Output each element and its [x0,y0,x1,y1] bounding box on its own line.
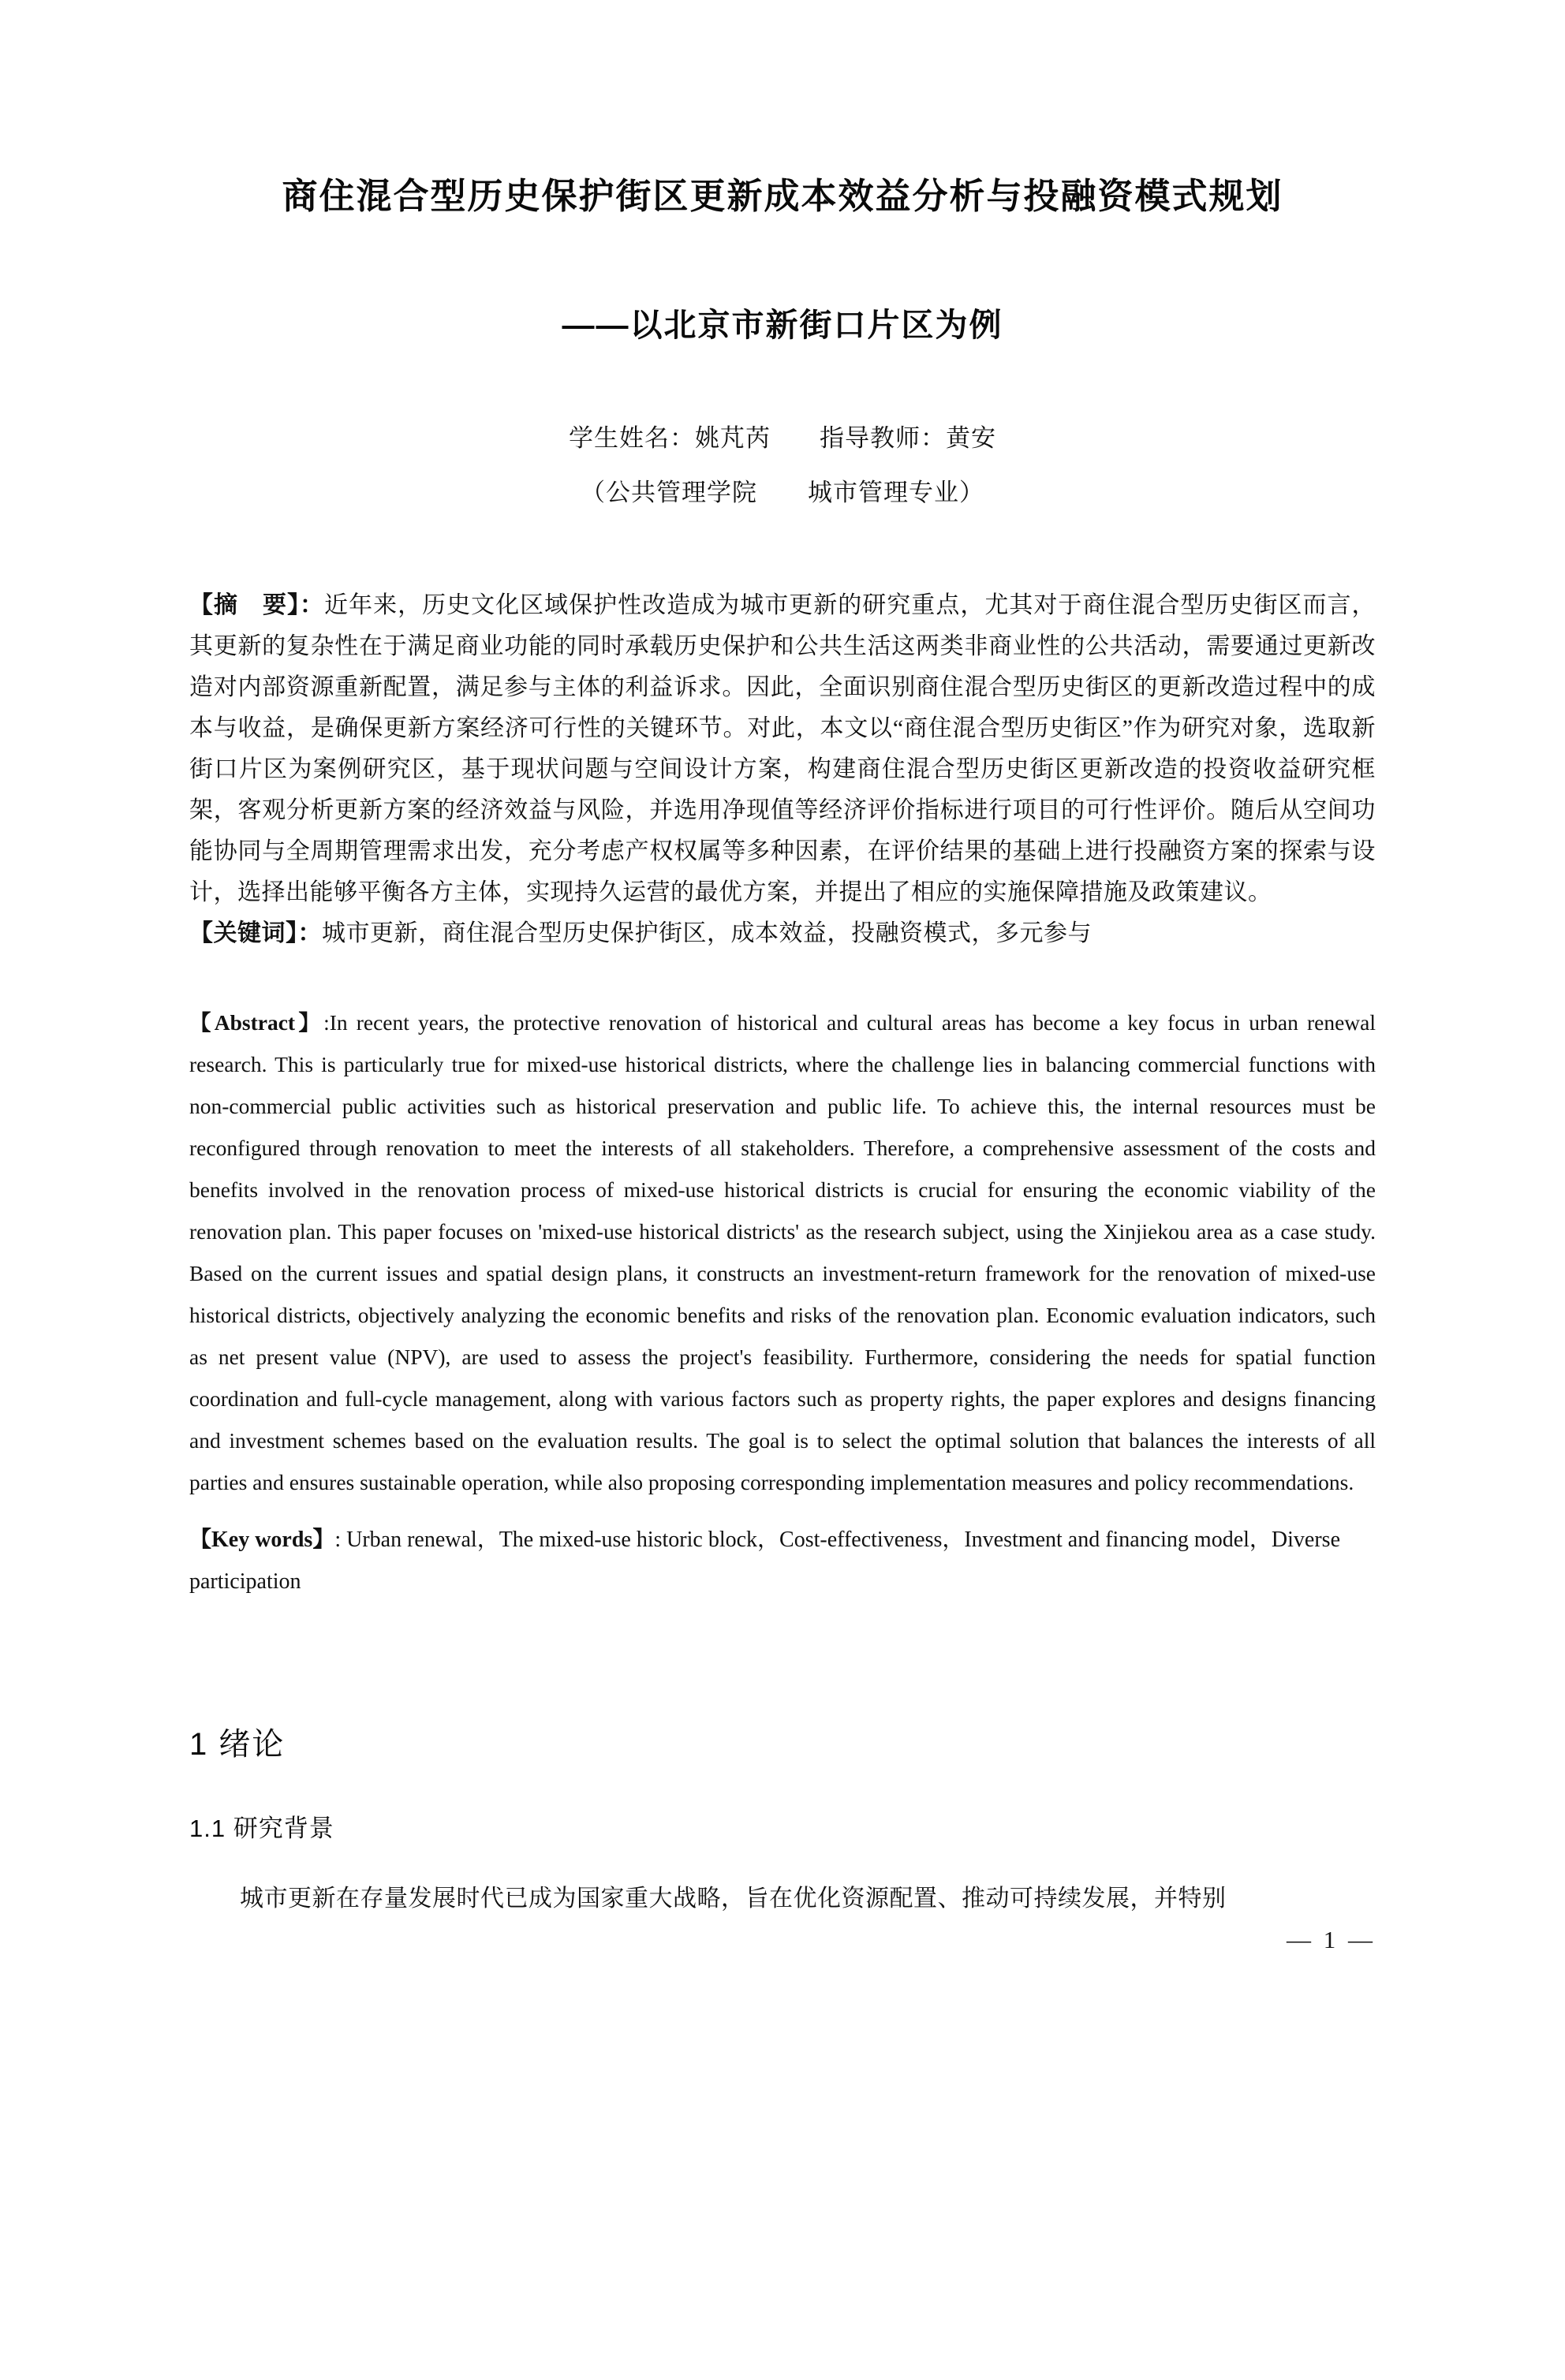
keywords-en-text: : Urban renewal，The mixed-use historic block，Cost-effectiveness，Investment and financing model，Diverse participation [189,1528,1340,1594]
subsection-heading-research-background: 1.1 研究背景 [189,1815,334,1842]
abstract-zh [189,585,1376,913]
abstract-zh-label: 【摘 要】： [189,592,325,618]
keywords-en-label: 【Key words】 [189,1528,335,1552]
document-page [0,167,1565,2380]
abstract-zh-text: 近年来，历史文化区域保护性改造成为城市更新的研究重点，尤其对于商住混合型历史街区而言，其更新的复杂性在于满足商业功能的同时承载历史保护和公共生活这两类非商业性的公共活动，需要通过更新改造对内部资源重新配置，满足参与主体的利益诉求。因此，全面识别商住混合型历史街区的更新改造过程中的成本与收益，是确保更新方案经济可行性的关键环节。对此，本文以“商住混合型历史街区”作为研究对象，选取新街口片区为案例研究区，基于现状问题与空间设计方案，构建商住混合型历史街区更新改造的投资收益研究框架，客观分析更新方案的经济效益与风险，并选用净现值等经济评价指标进行项目的可行性评价。随后从空间功能协同与全周期管理需求出发，充分考虑产权权属等多种因素，在评价结果的基础上进行投融资方案的探索与设计，选择出能够平衡各方主体，实现持久运营的最优方案，并提出了相应的实施保障措施及政策建议。 [189,592,1376,905]
document-subtitle: ——以北京市新街口片区为例 [562,307,1003,343]
affiliation: （公共管理学院 城市管理专业） [581,479,984,506]
document-content [0,167,1565,1954]
keywords-en [189,1519,1376,1602]
section-heading-introduction: 1 绪论 [189,1727,286,1762]
abstract-en-text: :In recent years, the protective renovation of historical and cultural areas has become a key focus in urban renewal research. This is particularly true for mixed-use historical districts, where the challenge lies in balancing commercial functions with non-commercial public activities such as historical preservation and public life. To achieve this, the internal resources must be reconfigured through renovation to meet the interests of all stakeholders. Therefore, a comprehensive assessment of the costs and benefits involved in the renovation process of mixed-use historical districts is crucial for ensuring the economic viability of the renovation plan. This paper focuses on 'mixed-use historical districts' as the research subject, using the Xinjiekou area as a case study. Based on the current issues and spatial design plans, it constructs an investment-return framework for the renovation of mixed-use historical districts, objectively analyzing the economic benefits and risks of the renovation plan. Economic evaluation indicators, such as net present value (NPV), are used to assess the project's feasibility. Furthermore, considering the needs for spatial function coordination and full-cycle management, along with various factors such as property rights, the paper explores and designs financing and investment schemes based on the evaluation results. The goal is to select the optimal solution that balances the interests of all parties and ensures sustainable operation, while also proposing corresponding implementation measures and policy recommendations. [189,1010,1376,1494]
abstract-en [189,1002,1376,1503]
document-title: 商住混合型历史保护街区更新成本效益分析与投融资模式规划 [282,176,1283,216]
student-name: 学生姓名：姚芃芮 [569,424,771,452]
byline [189,418,1376,453]
advisor-name: 指导教师：黄安 [820,424,996,452]
body-paragraph: 城市更新在存量发展时代已成为国家重大战略，旨在优化资源配置、推动可持续发展，并特别 [240,1886,1227,1912]
abstract-en-label: 【Abstract】 [189,1010,324,1035]
keywords-zh-label: 【关键词】： [189,920,322,946]
page-number: — 1 — [1287,1926,1376,1953]
keywords-zh-text: 城市更新，商住混合型历史保护街区，成本效益，投融资模式，多元参与 [322,920,1092,946]
keywords-zh [189,913,1376,954]
